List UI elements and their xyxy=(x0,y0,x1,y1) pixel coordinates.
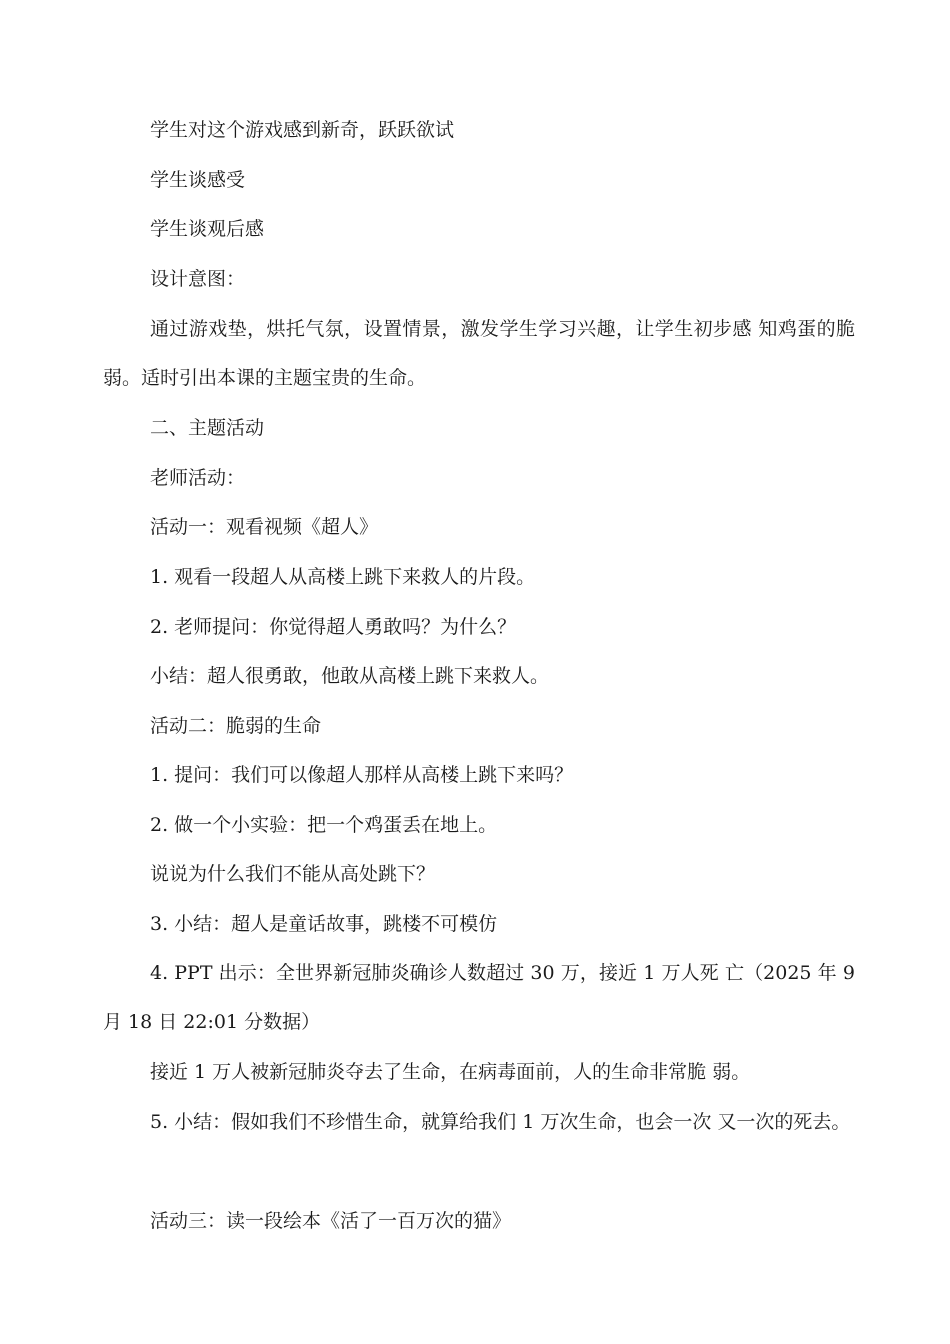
paragraph-5: 通过游戏垫，烘托气氛，设置情景，激发学生学习兴趣，让学生初步感 知鸡蛋的脆弱。适时引出本课的主题宝贵的生命。 xyxy=(103,318,855,389)
paragraph-4: 设计意图： xyxy=(150,268,246,290)
paragraph-13: 1. 提问：我们可以像超人那样从高楼上跳下来吗？ xyxy=(150,764,574,786)
paragraph-16: 3. 小结：超人是童话故事，跳楼不可模仿 xyxy=(150,913,498,935)
paragraph-14: 2. 做一个小实验：把一个鸡蛋丢在地上。 xyxy=(150,814,498,836)
paragraph-3: 学生谈观后感 xyxy=(150,218,265,240)
paragraph-1: 学生对这个游戏感到新奇，跃跃欲试 xyxy=(150,119,455,141)
activity-1-title: 活动一：观看视频《超人》 xyxy=(150,516,379,538)
activity-2-title: 活动二：脆弱的生命 xyxy=(150,715,322,737)
paragraph-19: 5. 小结：假如我们不珍惜生命，就算给我们 1 万次生命，也会一次 又一次的死去。 xyxy=(150,1111,851,1133)
section-heading: 二、主题活动 xyxy=(150,417,265,439)
paragraph-7: 老师活动： xyxy=(150,467,246,489)
paragraph-17: 4. PPT 出示：全世界新冠肺炎确诊人数超过 30 万，接近 1 万人死 亡（2025 年 9 月 18 日 22:01 分数据） xyxy=(103,962,855,1033)
paragraph-18: 接近 1 万人被新冠肺炎夺去了生命，在病毒面前，人的生命非常脆 弱。 xyxy=(150,1061,751,1083)
paragraph-9: 1. 观看一段超人从高楼上跳下来救人的片段。 xyxy=(150,566,536,588)
paragraph-10: 2. 老师提问：你觉得超人勇敢吗？为什么？ xyxy=(150,616,517,638)
activity-3-title: 活动三：读一段绘本《活了一百万次的猫》 xyxy=(150,1210,512,1232)
paragraph-2: 学生谈感受 xyxy=(150,169,246,191)
paragraph-15: 说说为什么我们不能从高处跳下？ xyxy=(150,863,436,885)
paragraph-11: 小结：超人很勇敢，他敢从高楼上跳下来救人。 xyxy=(150,665,550,687)
